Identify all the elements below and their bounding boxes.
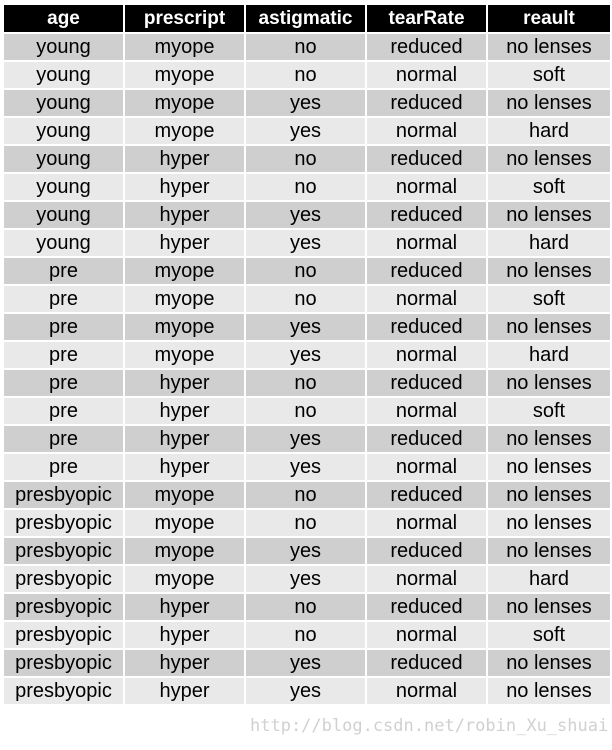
table-row bbox=[3, 201, 611, 229]
cell-astigmatic: yes bbox=[245, 453, 366, 481]
cell-result: no lenses bbox=[487, 649, 611, 677]
cell-prescript: myope bbox=[124, 481, 245, 509]
cell-tearrate: normal bbox=[366, 565, 487, 593]
cell-tearrate: normal bbox=[366, 453, 487, 481]
cell-tearrate: normal bbox=[366, 229, 487, 257]
cell-result: hard bbox=[487, 117, 611, 145]
table-row bbox=[3, 61, 611, 89]
table-row bbox=[3, 649, 611, 677]
cell-astigmatic: yes bbox=[245, 89, 366, 117]
cell-age: presbyopic bbox=[3, 649, 124, 677]
table-row bbox=[3, 509, 611, 537]
cell-prescript: myope bbox=[124, 89, 245, 117]
cell-result: soft bbox=[487, 621, 611, 649]
cell-tearrate: normal bbox=[366, 285, 487, 313]
cell-prescript: myope bbox=[124, 285, 245, 313]
cell-prescript: hyper bbox=[124, 621, 245, 649]
cell-prescript: hyper bbox=[124, 677, 245, 705]
table-row bbox=[3, 397, 611, 425]
cell-age: presbyopic bbox=[3, 481, 124, 509]
cell-age: pre bbox=[3, 453, 124, 481]
cell-astigmatic: yes bbox=[245, 537, 366, 565]
cell-astigmatic: yes bbox=[245, 425, 366, 453]
cell-prescript: hyper bbox=[124, 649, 245, 677]
watermark-text: http://blog.csdn.net/robin_Xu_shuai bbox=[250, 716, 609, 736]
cell-result: no lenses bbox=[487, 677, 611, 705]
cell-result: no lenses bbox=[487, 257, 611, 285]
cell-age: young bbox=[3, 117, 124, 145]
cell-astigmatic: yes bbox=[245, 313, 366, 341]
cell-prescript: hyper bbox=[124, 369, 245, 397]
cell-astigmatic: yes bbox=[245, 201, 366, 229]
cell-age: presbyopic bbox=[3, 677, 124, 705]
cell-age: young bbox=[3, 201, 124, 229]
cell-result: no lenses bbox=[487, 425, 611, 453]
cell-age: pre bbox=[3, 341, 124, 369]
cell-astigmatic: no bbox=[245, 257, 366, 285]
cell-astigmatic: yes bbox=[245, 229, 366, 257]
cell-age: pre bbox=[3, 369, 124, 397]
cell-tearrate: reduced bbox=[366, 369, 487, 397]
cell-astigmatic: no bbox=[245, 509, 366, 537]
cell-age: young bbox=[3, 145, 124, 173]
cell-tearrate: reduced bbox=[366, 537, 487, 565]
cell-prescript: hyper bbox=[124, 145, 245, 173]
cell-result: soft bbox=[487, 173, 611, 201]
table-row bbox=[3, 537, 611, 565]
cell-astigmatic: yes bbox=[245, 649, 366, 677]
cell-tearrate: reduced bbox=[366, 257, 487, 285]
header-tearrate: tearRate bbox=[366, 4, 487, 33]
cell-prescript: myope bbox=[124, 565, 245, 593]
cell-astigmatic: no bbox=[245, 61, 366, 89]
cell-tearrate: normal bbox=[366, 117, 487, 145]
cell-result: no lenses bbox=[487, 537, 611, 565]
cell-prescript: hyper bbox=[124, 201, 245, 229]
table-row bbox=[3, 313, 611, 341]
cell-result: no lenses bbox=[487, 369, 611, 397]
cell-age: presbyopic bbox=[3, 537, 124, 565]
cell-prescript: myope bbox=[124, 537, 245, 565]
cell-astigmatic: no bbox=[245, 621, 366, 649]
header-age: age bbox=[3, 4, 124, 33]
cell-result: no lenses bbox=[487, 145, 611, 173]
cell-result: no lenses bbox=[487, 593, 611, 621]
table-row bbox=[3, 453, 611, 481]
cell-astigmatic: no bbox=[245, 397, 366, 425]
cell-result: no lenses bbox=[487, 89, 611, 117]
cell-prescript: hyper bbox=[124, 425, 245, 453]
cell-astigmatic: no bbox=[245, 33, 366, 61]
lenses-table bbox=[2, 3, 612, 706]
cell-prescript: myope bbox=[124, 313, 245, 341]
cell-age: presbyopic bbox=[3, 509, 124, 537]
cell-astigmatic: no bbox=[245, 285, 366, 313]
cell-prescript: hyper bbox=[124, 173, 245, 201]
cell-prescript: myope bbox=[124, 117, 245, 145]
cell-prescript: myope bbox=[124, 61, 245, 89]
cell-tearrate: reduced bbox=[366, 201, 487, 229]
cell-age: presbyopic bbox=[3, 565, 124, 593]
cell-age: young bbox=[3, 229, 124, 257]
cell-age: pre bbox=[3, 285, 124, 313]
table-row bbox=[3, 593, 611, 621]
table-row bbox=[3, 677, 611, 705]
cell-prescript: hyper bbox=[124, 229, 245, 257]
cell-age: young bbox=[3, 33, 124, 61]
cell-astigmatic: yes bbox=[245, 117, 366, 145]
cell-astigmatic: no bbox=[245, 173, 366, 201]
cell-result: no lenses bbox=[487, 481, 611, 509]
cell-tearrate: reduced bbox=[366, 425, 487, 453]
table-row bbox=[3, 481, 611, 509]
cell-tearrate: normal bbox=[366, 621, 487, 649]
cell-result: hard bbox=[487, 341, 611, 369]
cell-astigmatic: no bbox=[245, 369, 366, 397]
cell-prescript: myope bbox=[124, 509, 245, 537]
cell-age: presbyopic bbox=[3, 593, 124, 621]
data-table-container bbox=[2, 3, 610, 706]
cell-age: presbyopic bbox=[3, 621, 124, 649]
table-row bbox=[3, 89, 611, 117]
cell-age: pre bbox=[3, 313, 124, 341]
cell-tearrate: normal bbox=[366, 173, 487, 201]
cell-tearrate: reduced bbox=[366, 313, 487, 341]
cell-result: hard bbox=[487, 565, 611, 593]
cell-prescript: hyper bbox=[124, 453, 245, 481]
table-row bbox=[3, 369, 611, 397]
table-row bbox=[3, 33, 611, 61]
table-row bbox=[3, 341, 611, 369]
table-row bbox=[3, 285, 611, 313]
table-row bbox=[3, 145, 611, 173]
cell-age: pre bbox=[3, 425, 124, 453]
cell-tearrate: reduced bbox=[366, 33, 487, 61]
table-body bbox=[3, 33, 611, 705]
cell-tearrate: reduced bbox=[366, 89, 487, 117]
cell-tearrate: reduced bbox=[366, 649, 487, 677]
cell-astigmatic: no bbox=[245, 593, 366, 621]
table-row bbox=[3, 425, 611, 453]
cell-astigmatic: yes bbox=[245, 341, 366, 369]
cell-tearrate: reduced bbox=[366, 593, 487, 621]
header-astigmatic: astigmatic bbox=[245, 4, 366, 33]
cell-result: soft bbox=[487, 397, 611, 425]
header-result: reault bbox=[487, 4, 611, 33]
table-row bbox=[3, 117, 611, 145]
cell-result: no lenses bbox=[487, 453, 611, 481]
cell-result: hard bbox=[487, 229, 611, 257]
cell-astigmatic: no bbox=[245, 145, 366, 173]
cell-age: pre bbox=[3, 397, 124, 425]
cell-result: soft bbox=[487, 285, 611, 313]
cell-astigmatic: yes bbox=[245, 565, 366, 593]
table-row bbox=[3, 565, 611, 593]
cell-age: young bbox=[3, 61, 124, 89]
cell-tearrate: reduced bbox=[366, 145, 487, 173]
table-header bbox=[3, 4, 611, 33]
cell-prescript: hyper bbox=[124, 397, 245, 425]
cell-tearrate: normal bbox=[366, 509, 487, 537]
cell-prescript: myope bbox=[124, 257, 245, 285]
cell-age: young bbox=[3, 173, 124, 201]
header-row bbox=[3, 4, 611, 33]
table-row bbox=[3, 257, 611, 285]
table-row bbox=[3, 229, 611, 257]
cell-result: no lenses bbox=[487, 201, 611, 229]
cell-prescript: myope bbox=[124, 33, 245, 61]
cell-prescript: hyper bbox=[124, 593, 245, 621]
cell-astigmatic: no bbox=[245, 481, 366, 509]
cell-result: no lenses bbox=[487, 33, 611, 61]
cell-tearrate: normal bbox=[366, 397, 487, 425]
table-row bbox=[3, 621, 611, 649]
header-prescript: prescript bbox=[124, 4, 245, 33]
cell-age: young bbox=[3, 89, 124, 117]
cell-result: no lenses bbox=[487, 509, 611, 537]
cell-tearrate: normal bbox=[366, 677, 487, 705]
cell-result: soft bbox=[487, 61, 611, 89]
cell-astigmatic: yes bbox=[245, 677, 366, 705]
cell-tearrate: normal bbox=[366, 61, 487, 89]
cell-prescript: myope bbox=[124, 341, 245, 369]
table-row bbox=[3, 173, 611, 201]
cell-tearrate: reduced bbox=[366, 481, 487, 509]
cell-tearrate: normal bbox=[366, 341, 487, 369]
cell-result: no lenses bbox=[487, 313, 611, 341]
cell-age: pre bbox=[3, 257, 124, 285]
